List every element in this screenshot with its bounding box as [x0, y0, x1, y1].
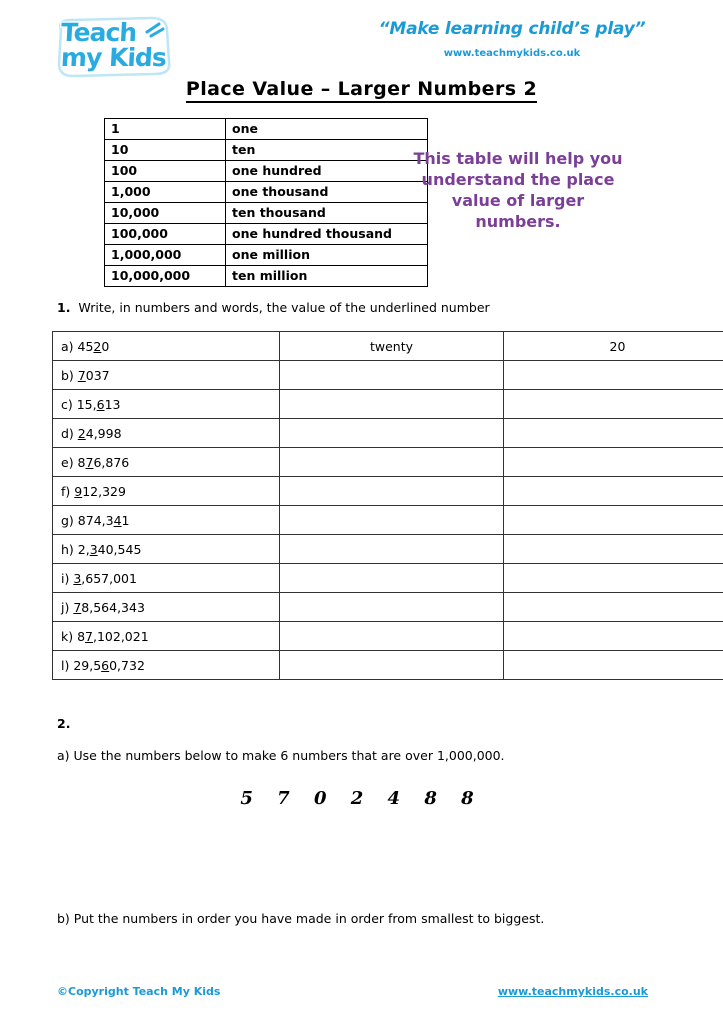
pv-word: one hundred thousand — [226, 224, 428, 245]
table-row — [53, 506, 723, 535]
underlined-digit: 9 — [74, 483, 83, 499]
table-row — [105, 245, 428, 266]
table-row — [53, 593, 723, 622]
pv-number: 10 — [105, 140, 226, 161]
note-line-1: This table will help you — [413, 149, 623, 168]
answer-row-number: d) 24,998 — [53, 419, 280, 448]
underlined-digit: 6 — [96, 396, 105, 412]
answer-cell-number[interactable]: 20 — [504, 332, 723, 361]
header-site-url: www.teachmykids.co.uk — [443, 48, 581, 59]
question-1-prompt — [57, 300, 490, 315]
table-row — [105, 182, 428, 203]
table-row — [53, 622, 723, 651]
logo-text-line1: Teach — [60, 18, 137, 47]
note-line-2: understand the place — [421, 170, 615, 189]
answer-cell-number[interactable] — [504, 651, 723, 680]
answer-row-number: j) 78,564,343 — [53, 593, 280, 622]
pv-word: ten thousand — [226, 203, 428, 224]
answer-cell-number[interactable] — [504, 390, 723, 419]
answer-cell-number[interactable] — [504, 419, 723, 448]
answer-cell-words[interactable] — [280, 564, 504, 593]
table-row — [53, 448, 723, 477]
page-title — [0, 78, 723, 100]
table-row — [105, 266, 428, 287]
table-row — [53, 361, 723, 390]
table-row — [53, 535, 723, 564]
footer-copyright: ©Copyright Teach My Kids — [57, 985, 221, 998]
answer-cell-words[interactable] — [280, 390, 504, 419]
underlined-digit: 3 — [73, 570, 82, 586]
answer-cell-words[interactable] — [280, 506, 504, 535]
footer-url-link[interactable]: www.teachmykids.co.uk — [497, 985, 648, 998]
answer-row-number: l) 29,560,732 — [53, 651, 280, 680]
underlined-digit: 7 — [85, 454, 94, 470]
answer-cell-number[interactable] — [504, 448, 723, 477]
answer-row-number: f) 912,329 — [53, 477, 280, 506]
answer-cell-words[interactable] — [280, 622, 504, 651]
place-value-note — [404, 148, 632, 232]
pv-number: 1 — [105, 119, 226, 140]
page-title-text: Place Value – Larger Numbers 2 — [186, 78, 537, 103]
answer-row-number: b) 7037 — [53, 361, 280, 390]
underlined-digit: 2 — [93, 338, 102, 354]
answer-row-number: c) 15,613 — [53, 390, 280, 419]
underlined-digit: 7 — [77, 367, 86, 383]
answer-cell-number[interactable] — [504, 593, 723, 622]
teach-my-kids-logo — [55, 16, 173, 78]
answer-row-number: h) 2,340,545 — [53, 535, 280, 564]
pv-word: one million — [226, 245, 428, 266]
table-row — [53, 564, 723, 593]
answer-cell-words[interactable] — [280, 419, 504, 448]
underlined-digit: 3 — [89, 541, 98, 557]
question-2-part-a: a) Use the numbers below to make 6 numbers that are over 1,000,000. — [57, 748, 505, 763]
answer-cell-words[interactable] — [280, 651, 504, 680]
question-1-answer-table[interactable] — [52, 331, 723, 680]
table-row — [53, 477, 723, 506]
logo-text-line2: my Kids — [60, 43, 167, 72]
pv-number: 10,000 — [105, 203, 226, 224]
pv-number: 1,000,000 — [105, 245, 226, 266]
underlined-digit: 7 — [73, 599, 82, 615]
pv-word: one thousand — [226, 182, 428, 203]
question-1-text: Write, in numbers and words, the value of the underlined number — [78, 300, 490, 315]
underlined-digit: 6 — [101, 657, 110, 673]
question-2-digit-set: 5 7 0 2 4 8 8 — [240, 788, 483, 809]
pv-word: one — [226, 119, 428, 140]
table-row — [53, 390, 723, 419]
note-line-4: numbers. — [475, 212, 561, 231]
answer-cell-words[interactable] — [280, 361, 504, 390]
table-row — [53, 419, 723, 448]
table-row — [105, 224, 428, 245]
answer-cell-number[interactable] — [504, 361, 723, 390]
place-value-table-body — [105, 119, 428, 287]
table-row — [105, 140, 428, 161]
answer-cell-words[interactable] — [280, 448, 504, 477]
table-row — [105, 203, 428, 224]
answer-cell-words[interactable]: twenty — [280, 332, 504, 361]
table-row — [105, 119, 428, 140]
answer-row-number: i) 3,657,001 — [53, 564, 280, 593]
answer-cell-words[interactable] — [280, 535, 504, 564]
pv-number: 100,000 — [105, 224, 226, 245]
table-row — [105, 161, 428, 182]
answer-row-number: a) 4520 — [53, 332, 280, 361]
pv-number: 100 — [105, 161, 226, 182]
pv-word: ten — [226, 140, 428, 161]
question-1-number: 1. — [57, 300, 71, 315]
answer-table-body — [53, 332, 723, 680]
question-2-number: 2. — [57, 716, 71, 731]
pv-word: one hundred — [226, 161, 428, 182]
underlined-digit: 4 — [113, 512, 122, 528]
pv-number: 1,000 — [105, 182, 226, 203]
answer-cell-number[interactable] — [504, 477, 723, 506]
pv-word: ten million — [226, 266, 428, 287]
table-row — [53, 651, 723, 680]
answer-row-number: k) 87,102,021 — [53, 622, 280, 651]
header-tagline: “Make learning child’s play” — [378, 19, 646, 39]
place-value-reference-table — [104, 118, 428, 287]
pv-number: 10,000,000 — [105, 266, 226, 287]
answer-cell-number[interactable] — [504, 506, 723, 535]
answer-cell-number[interactable] — [504, 535, 723, 564]
question-2-part-b: b) Put the numbers in order you have made in order from smallest to biggest. — [57, 911, 545, 926]
answer-cell-words[interactable] — [280, 477, 504, 506]
answer-cell-words[interactable] — [280, 593, 504, 622]
answer-cell-number[interactable] — [504, 564, 723, 593]
answer-cell-number[interactable] — [504, 622, 723, 651]
underlined-digit: 7 — [85, 628, 93, 644]
answer-row-number: e) 876,876 — [53, 448, 280, 477]
answer-row-number: g) 874,341 — [53, 506, 280, 535]
underlined-digit: 2 — [77, 425, 86, 441]
note-line-3: value of larger — [451, 191, 585, 210]
table-row — [53, 332, 723, 361]
